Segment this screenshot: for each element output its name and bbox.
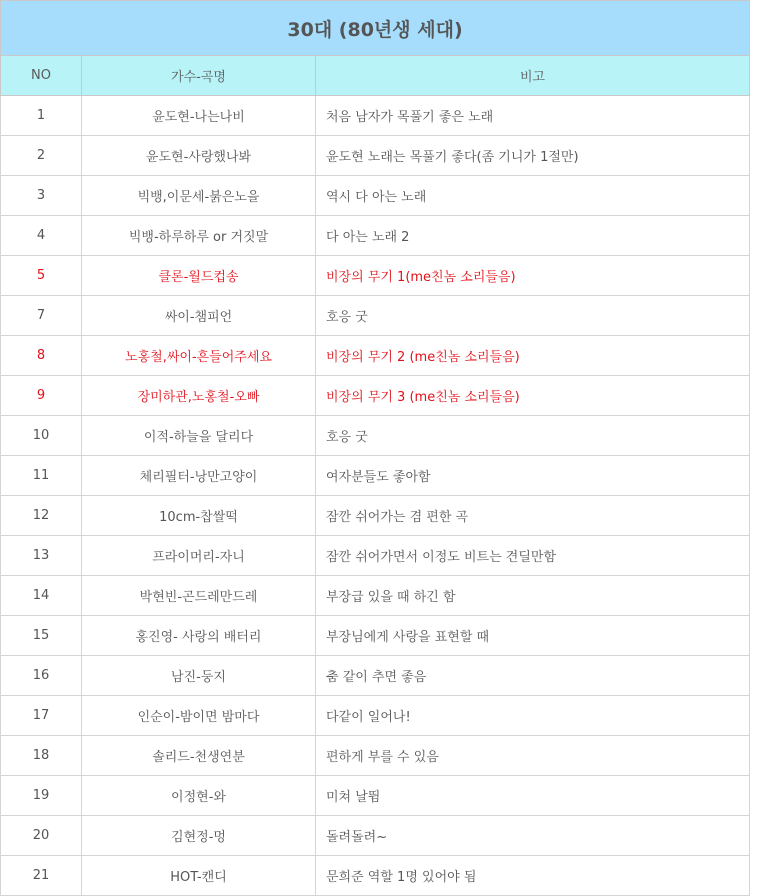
- table-row: [1, 856, 750, 896]
- table-row: [1, 256, 750, 296]
- row-number: 1: [1, 96, 82, 136]
- note-cell: 돌려돌려~: [316, 816, 750, 856]
- note-cell: 미쳐 날뜀: [316, 776, 750, 816]
- table-row: [1, 496, 750, 536]
- row-number: 10: [1, 416, 82, 456]
- header-note: 비고: [316, 56, 750, 96]
- song-cell: 윤도현-사랑했나봐: [82, 136, 316, 176]
- row-number: 20: [1, 816, 82, 856]
- song-cell: 클론-월드컵송: [82, 256, 316, 296]
- song-cell: 싸이-챔피언: [82, 296, 316, 336]
- row-number: 12: [1, 496, 82, 536]
- row-number: 17: [1, 696, 82, 736]
- song-cell: 솔리드-천생연분: [82, 736, 316, 776]
- song-cell: 박현빈-곤드레만드레: [82, 576, 316, 616]
- song-cell: 체리필터-낭만고양이: [82, 456, 316, 496]
- row-number: 3: [1, 176, 82, 216]
- note-cell: 다같이 일어나!: [316, 696, 750, 736]
- note-cell: 잠깐 쉬어가면서 이정도 비트는 견딜만함: [316, 536, 750, 576]
- song-cell: 10cm-찹쌀떡: [82, 496, 316, 536]
- row-number: 8: [1, 336, 82, 376]
- table-row: [1, 376, 750, 416]
- song-cell: 인순이-밤이면 밤마다: [82, 696, 316, 736]
- header-row: [1, 56, 750, 96]
- table-row: [1, 536, 750, 576]
- row-number: 13: [1, 536, 82, 576]
- table-body: [1, 96, 750, 896]
- song-cell: 빅뱅,이문세-붉은노을: [82, 176, 316, 216]
- row-number: 11: [1, 456, 82, 496]
- song-cell: 이정현-와: [82, 776, 316, 816]
- song-cell: 빅뱅-하루하루 or 거짓말: [82, 216, 316, 256]
- song-cell: 윤도현-나는나비: [82, 96, 316, 136]
- song-cell: 김현정-멍: [82, 816, 316, 856]
- row-number: 7: [1, 296, 82, 336]
- note-cell: 잠깐 쉬어가는 겸 편한 곡: [316, 496, 750, 536]
- row-number: 2: [1, 136, 82, 176]
- table-row: [1, 336, 750, 376]
- row-number: 21: [1, 856, 82, 896]
- song-cell: 프라이머리-자니: [82, 536, 316, 576]
- row-number: 19: [1, 776, 82, 816]
- table-row: [1, 176, 750, 216]
- table-row: [1, 616, 750, 656]
- table-row: [1, 776, 750, 816]
- row-number: 5: [1, 256, 82, 296]
- row-number: 4: [1, 216, 82, 256]
- song-cell: 장미하관,노홍철-오빠: [82, 376, 316, 416]
- table-row: [1, 296, 750, 336]
- note-cell: 처음 남자가 목풀기 좋은 노래: [316, 96, 750, 136]
- song-cell: 노홍철,싸이-흔들어주세요: [82, 336, 316, 376]
- note-cell: 호응 굿: [316, 296, 750, 336]
- table-row: [1, 136, 750, 176]
- table-row: [1, 696, 750, 736]
- row-number: 9: [1, 376, 82, 416]
- note-cell: 편하게 부를 수 있음: [316, 736, 750, 776]
- table-row: [1, 96, 750, 136]
- song-cell: 이적-하늘을 달리다: [82, 416, 316, 456]
- note-cell: 비장의 무기 2 (me친놈 소리들음): [316, 336, 750, 376]
- song-cell: HOT-캔디: [82, 856, 316, 896]
- table-title: 30대 (80년생 세대): [1, 1, 750, 56]
- note-cell: 비장의 무기 3 (me친놈 소리들음): [316, 376, 750, 416]
- table-row: [1, 216, 750, 256]
- note-cell: 호응 굿: [316, 416, 750, 456]
- row-number: 15: [1, 616, 82, 656]
- table-row: [1, 736, 750, 776]
- table-row: [1, 816, 750, 856]
- row-number: 16: [1, 656, 82, 696]
- table-row: [1, 456, 750, 496]
- note-cell: 문희준 역할 1명 있어야 됨: [316, 856, 750, 896]
- table-row: [1, 576, 750, 616]
- song-cell: 홍진영- 사랑의 배터리: [82, 616, 316, 656]
- row-number: 18: [1, 736, 82, 776]
- note-cell: 여자분들도 좋아함: [316, 456, 750, 496]
- header-no: NO: [1, 56, 82, 96]
- table-row: [1, 416, 750, 456]
- table-row: [1, 656, 750, 696]
- note-cell: 춤 같이 추면 좋음: [316, 656, 750, 696]
- header-song: 가수-곡명: [82, 56, 316, 96]
- note-cell: 부장급 있을 때 하긴 함: [316, 576, 750, 616]
- note-cell: 다 아는 노래 2: [316, 216, 750, 256]
- note-cell: 비장의 무기 1(me친놈 소리들음): [316, 256, 750, 296]
- note-cell: 역시 다 아는 노래: [316, 176, 750, 216]
- row-number: 14: [1, 576, 82, 616]
- note-cell: 윤도현 노래는 목풀기 좋다(좀 기니가 1절만): [316, 136, 750, 176]
- song-cell: 남진-둥지: [82, 656, 316, 696]
- note-cell: 부장님에게 사랑을 표현할 때: [316, 616, 750, 656]
